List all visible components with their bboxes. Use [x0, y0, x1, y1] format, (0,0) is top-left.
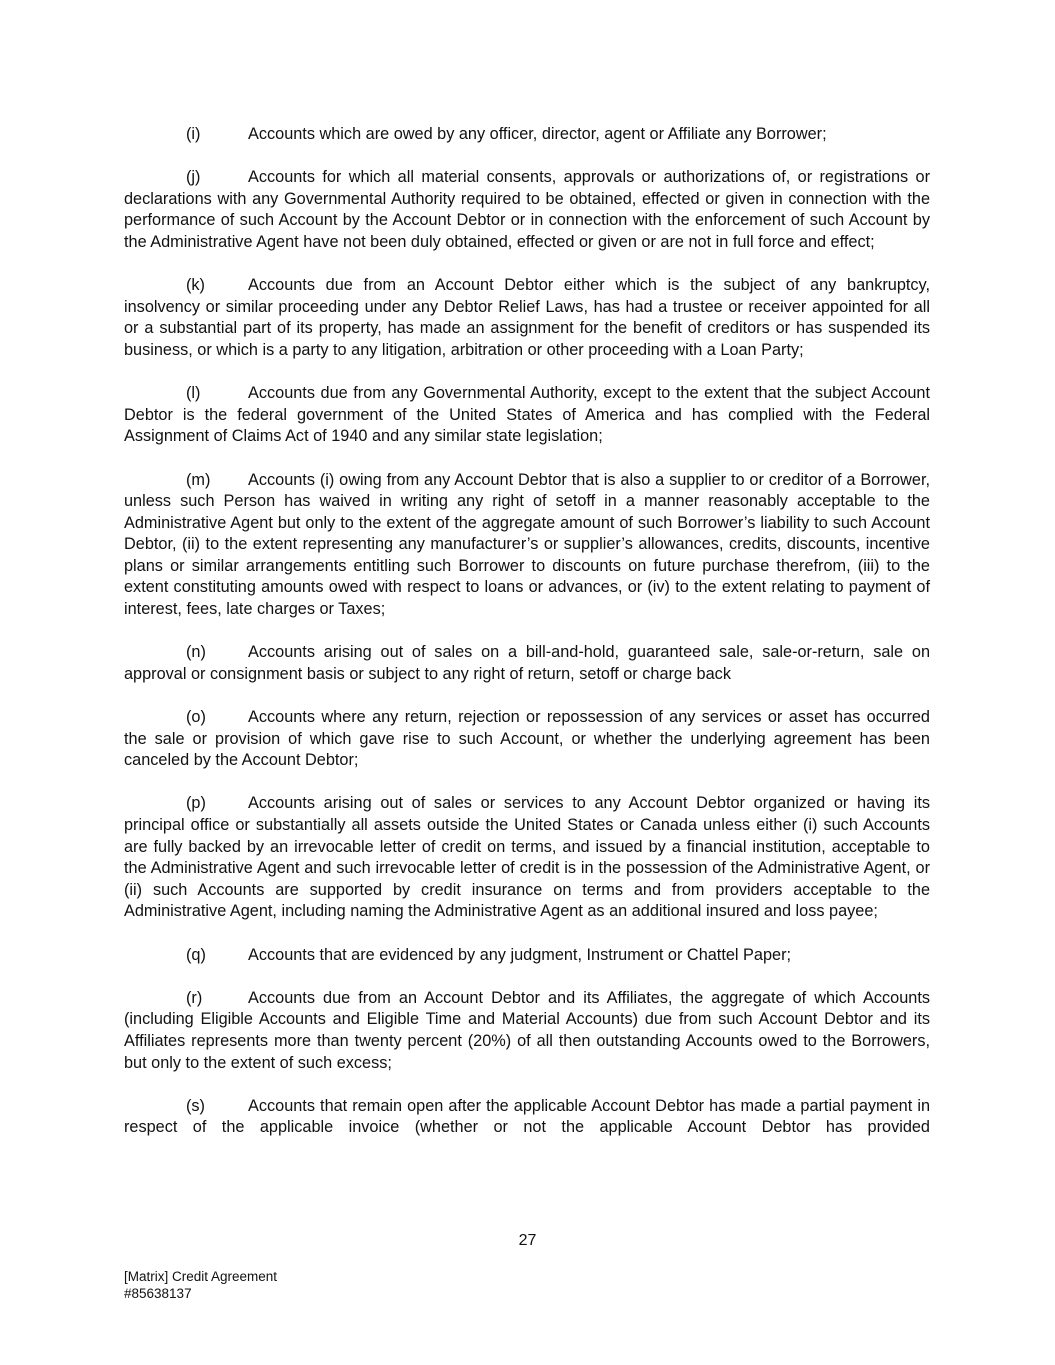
- document-body: [124, 124, 930, 1161]
- footer: [124, 1268, 277, 1302]
- clause-text: Accounts arising out of sales or services to any Account Debtor organized or having its principal office or substantially all assets outside the United States or Canada unless either (i) such Accounts are fully backed by an irrevocable letter of credit on terms, and issued by a financial institution, acceptable to the Administrative Agent and such irrevocable letter of credit is in the possession of the Administrative Agent, or (ii) such Accounts are supported by credit insurance on terms and from providers acceptable to the Administrative Agent, including naming the Administrative Agent as an additional insured and loss payee;: [124, 794, 930, 921]
- clause-text: Accounts for which all material consents, approvals or authorizations of, or registrations or declarations with any Governmental Authority required to be obtained, effected or given in connection with the performance of such Account by the Account Debtor or in connection with the enforcement of such Account by the Administrative Agent have not been duly obtained, effected or given or are not in full force and effect;: [124, 168, 930, 251]
- clause-text: Accounts where any return, rejection or repossession of any services or asset has occurred the sale or provision of which gave rise to such Account, or whether the underlying agreement has been canceled by the Account Debtor;: [124, 708, 930, 770]
- clause-text: Accounts that remain open after the applicable Account Debtor has made a partial payment in respect of the applicable invoice (whether or not the applicable Account Debtor has provided: [124, 1096, 930, 1137]
- clause-label: (l): [186, 384, 201, 403]
- clause-p: [124, 793, 930, 923]
- clause-text: Accounts due from an Account Debtor either which is the subject of any bankruptcy, insolvency or similar proceeding under any Debtor Relief Laws, has had a trustee or receiver appointed for all or a substantial part of its property, has made an assignment for the benefit of creditors or has suspended its business, or which is a party to any litigation, arbitration or other proceeding with a Loan Party;: [124, 276, 930, 359]
- clause-label: (j): [186, 168, 201, 187]
- clause-text: Accounts due from an Account Debtor and its Affiliates, the aggregate of which Accounts (including Eligible Accounts and Eligible Time and Material Accounts) due from such Account Debtor and its Affiliates represents more than twenty percent (20%) of all then outstanding Accounts owed to the Borrowers, but only to the extent of such excess;: [124, 988, 930, 1072]
- clause-q: [124, 945, 930, 967]
- clause-k: [124, 275, 930, 361]
- clause-label: (s): [186, 1096, 205, 1115]
- clause-n: [124, 642, 930, 685]
- clause-text: Accounts that are evidenced by any judgment, Instrument or Chattel Paper;: [248, 945, 792, 964]
- clause-label: (r): [186, 988, 203, 1007]
- clause-r: [124, 988, 930, 1074]
- footer-document-id: #85638137: [124, 1286, 192, 1301]
- clause-label: (o): [186, 708, 206, 727]
- clause-i: [124, 124, 930, 146]
- clause-label: (i): [186, 125, 201, 143]
- clause-label: (n): [186, 643, 206, 662]
- page-number: 27: [518, 1232, 537, 1249]
- clause-text: Accounts due from any Governmental Authority, except to the extent that the subject Account Debtor is the federal government of the United States of America and has complied with the Federal Assignment of Claims Act of 1940 and any similar state legislation;: [124, 384, 930, 446]
- clause-j: [124, 167, 930, 253]
- clause-o: [124, 707, 930, 772]
- footer-document-title: [Matrix] Credit Agreement: [124, 1269, 278, 1284]
- clause-text: Accounts arising out of sales on a bill-and-hold, guaranteed sale, sale-or-return, sale on approval or consignment basis or subject to any right of return, setoff or charge back: [124, 643, 930, 683]
- clause-s: [124, 1096, 930, 1139]
- clause-text: Accounts (i) owing from any Account Debtor that is also a supplier to or creditor of a Borrower, unless such Person has waived in writing any right of setoff in a manner reasonably acceptable to the Administrative Agent but only to the extent of the aggregate amount of such Borrower’s liability to such Account Debtor, (ii) to the extent representing any manufacturer’s or supplier’s allowances, credits, discounts, incentive plans or similar arrangements entitling such Borrower to discounts on future purchase therefrom, (iii) to the extent constituting amounts owed with respect to loans or advances, or (iv) to the extent relating to payment of interest, fees, late charges or Taxes;: [124, 470, 930, 619]
- clause-label: (q): [186, 945, 206, 964]
- clause-label: (m): [186, 470, 211, 489]
- clause-label: (p): [186, 794, 206, 813]
- clause-l: [124, 383, 930, 448]
- clause-text: Accounts which are owed by any officer, director, agent or Affiliate any Borrower;: [248, 125, 827, 143]
- clause-label: (k): [186, 276, 205, 295]
- clause-m: [124, 470, 930, 621]
